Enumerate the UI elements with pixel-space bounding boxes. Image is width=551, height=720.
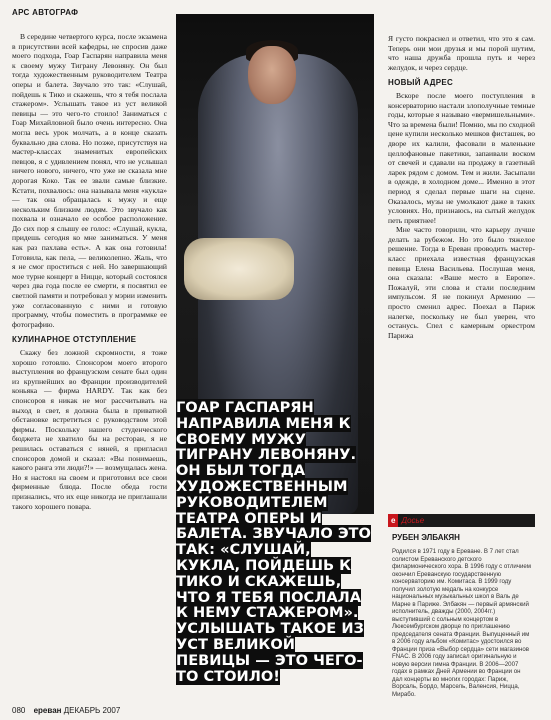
subheading-culinary: КУЛИНАРНОЕ ОТСТУПЛЕНИЕ: [12, 335, 137, 345]
dossier-name: РУБЕН ЭЛБАКЯН: [392, 533, 460, 542]
article-column-right: [388, 34, 535, 340]
page-footer: [12, 706, 120, 715]
subheading-new-address: НОВЫЙ АДРЕС: [388, 78, 454, 88]
dossier-e-logo: е: [388, 514, 398, 527]
paragraph: Мне часто говорили, что карьеру лучше делать за рубежом. Но это было тяжелое решение. Тогда в Ереван проводить мастер-класс приехала известная французская певица Елена Васильева. Послушав меня, она сказала: «Ваше место в Европе». Пожалуй, эти слова и стали последним импульсом. Я не покинул Армению — просто сменил адрес. Поехал в Париж налегке, поскольку не был уверен, что останусь. Спел с камерным оркестром Парижа: [388, 225, 535, 340]
paragraph: Я густо покраснел и ответил, что это я сам. Теперь они мои друзья и мы порой шутим, что наша дружба прошла путь и через желудок, и через сердце.: [388, 34, 535, 72]
page-number: 080: [12, 706, 26, 715]
section-tag: АРС АВТОГРАФ: [12, 8, 79, 17]
magazine-name: ереван: [33, 706, 62, 715]
dossier-body: [392, 548, 532, 698]
paragraph: В середине четвертого курса, после экзамена в присутствии всей кафедры, не спросив даже моего подхода, Гоар Гаспарян направила меня к своему мужу Тиграну Левоняну. Он был тогда художественным руководителем Театра оперы и балета. Звучало это так: «Слушай, пойдешь к Тико и скажешь, что я тебя послала стажером». Услышать такое из уст великой певицы — это чего-то стоило! Заниматься с Гоар Михайловной было очень интересно. Она могла весь урок молчать, а в конце сказать буквально два слова. Но позже, присутствуя на мастер-классах знаменитых европейских певцов, я с удивлением понял, что не услышал ничего нового, ничего, что уже не сказала мне дорогая Коко. Так ее звали самые близкие. Кстати, похвалюсь: она называла меня «кукла» — так она обращалась к мужу и еще нескольким близким людям. Это звучало как похвала и означало ее особое расположение. До сих пор я слышу ее голос: «Слушай, кукла, придешь сегодня ко мне заниматься. У меня как раз пахлава есть». А как она готовила! Готовила, как пела, — великолепно. Жаль, что я не смог проститься с ней. Но завершающий мое турне концерт в Ницце, который состоялся через два года после ее смерти, я посвятил ее светлой памяти и потребовал у мэрии изменить уже согласованную с ними и готовую программу, чтобы поместить в программке ее фотографию.: [12, 32, 167, 329]
singer-head: [248, 46, 296, 104]
article-column-left: [12, 32, 167, 511]
pull-quote-text: ГОАР ГАСПАРЯН НАПРАВИЛА МЕНЯ К СВОЕМУ МУЖУ ТИГРАНУ ЛЕВОНЯНУ. ОН БЫЛ ТОГДА ХУДОЖЕСТВЕННЫМ РУКОВОДИТЕЛЕМ ТЕАТРА ОПЕРЫ И БАЛЕТА. ЗВУЧАЛО ЭТО ТАК: «СЛУШАЙ, КУКЛА, ПОЙДЕШЬ К ТИКО И СКАЖЕШЬ, ЧТО Я ТЕБЯ ПОСЛАЛА К НЕМУ СТАЖЕРОМ». УСЛЫШАТЬ ТАКОЕ ИЗ УСТ ВЕЛИКОЙ ПЕВИЦЫ — ЭТО ЧЕГО-ТО СТОИЛО!: [176, 399, 371, 685]
issue-date: ДЕКАБРЬ 2007: [63, 706, 121, 715]
paragraph: Вскоре после моего поступления в консерваторию настали злополучные темные годы, которые я называю «вермишельными». Что за времена были! Помню, мы по сходной цене купили несколько мешков фисташек, во дворе их калили, фасовали в маленькие целлофановые пакетики, запаивали воском от свечей и сдавали на продажу в газетный ларек рядом с домом. Тем и жили. Засыпали в одежде, в холодном доме... Именно в этот период я сделал первые шаги на сцене. Оказалось, музы не умолкают даже в таких условиях. Но, признаюсь, на сытый желудок петь приятнее!: [388, 90, 535, 225]
dossier-tag: [388, 514, 535, 527]
dossier-label: Досье: [401, 516, 425, 525]
paragraph: Скажу без ложной скромности, я тоже хорошо готовлю. Спонсором моего второго выступления во французском сенате был один из крупнейших во Франции производителей коньяка — фирма HARDY. Так как без спонсоров я никак не мог рассчитывать на выход в свет, я должна была в приватной обстановке встретиться с руководством этой фирмы. Поскольку нашего студенческого бюджета не хватило бы на ресторан, я не решилась оставаться с няней, я пригласил спонсоров домой и сказал: «Вы понимаешь, какого ранга эти люди?!» — возмущалась жена. Но я настоял на своем и приготовил все свои фирменные блюда. После обеда гости признались, что их еще никогда не приглашали такого хорошего повара.: [12, 348, 167, 511]
sheet-music-papers: [184, 238, 294, 300]
pull-quote: [176, 400, 374, 684]
dossier-text: Родился в 1971 году в Ереване. В 7 лет стал солистом Ереванского детского филармонического хора. В 1996 году с отличием окончил Ереванскую государственную консерваторию им. Комитаса. В 1999 году получил золотую медаль на конкурсе национальных музыкальных школ в Валь де Марне в Париже. Элбакян — первый армянский исполнитель, дважды (2000, 2004гг.) выступивший с сольным концертом в Люксембургском дворце по приглашению председателя сената Франции. Выпущенный им в 2006 году альбом «Комитас» удостоился во Франции приза «Выбор сердца» сети магазинов FNAC. В 2006 году записал оригинальную и новую версии гимна Франции. В 2006—2007 годах в рамках Дней Армении во Франции он дал концерты во многих городах: Париж, Ворсаль, Бордо, Марсель, Валенсия, Ницца, Мирабо.: [392, 548, 531, 698]
